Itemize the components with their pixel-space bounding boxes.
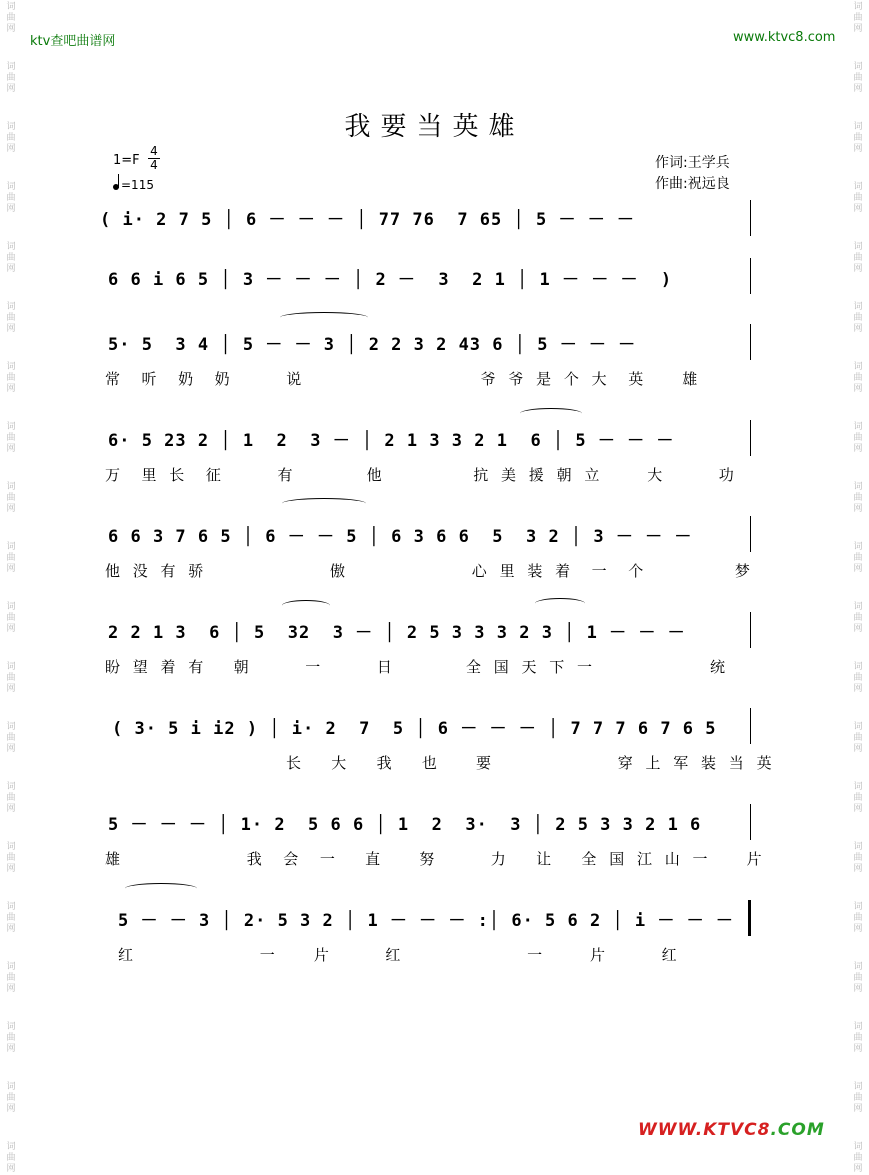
side-watermark: 词 曲 网 [853,182,863,214]
side-watermark: 词 曲 网 [6,182,16,214]
side-watermark: 词 曲 网 [853,62,863,94]
tie-arc [125,883,197,894]
score-row-7 [0,714,869,772]
score-row-2 [0,265,869,305]
side-watermark: 词 曲 网 [6,662,16,694]
left-watermark-strip [0,0,22,1174]
side-watermark: 词 曲 网 [853,1022,863,1054]
footer-logo-suffix: .COM [770,1120,825,1140]
side-watermark: 词 曲 网 [853,482,863,514]
side-watermark: 词 曲 网 [853,302,863,334]
tempo-marking [113,178,154,192]
side-watermark: 词 曲 网 [853,122,863,154]
time-signature-bottom: 4 [148,158,160,172]
footer-logo-main: WWW.KTVC8 [638,1120,771,1140]
barline [750,612,751,648]
side-watermark: 词 曲 网 [6,1142,16,1174]
side-watermark: 词 曲 网 [853,1142,863,1174]
barline [750,258,751,294]
lyric-line: 长 大 我 也 要 穿 上 军 装 当 英 [286,754,776,772]
notation-line: 2 2 1 3 6 │ 5 32 3 － │ 2 5 3 3 3 2 3 │ 1 － － － [108,623,686,643]
lyricist-credit: 作词:王学兵 [655,155,730,171]
lyric-line: 万 里 长 征 有 他 抗 美 援 朝 立 大 功 [105,466,738,484]
side-watermark: 词 曲 网 [6,842,16,874]
score-row-5 [0,522,869,580]
barline [750,200,751,236]
tempo-value: =115 [121,178,154,192]
side-watermark: 词 曲 网 [6,1082,16,1114]
notation-line: ( i· 2 7 5 │ 6 － － － │ 77 76 7 65 │ 5 － － － [100,210,635,230]
side-watermark: 词 曲 网 [853,1082,863,1114]
notation-line: 6 6 3 7 6 5 │ 6 － － 5 │ 6 3 6 6 5 3 2 │ 3 － － － [108,527,693,547]
score-row-6 [0,618,869,676]
side-watermark: 词 曲 网 [853,902,863,934]
key-signature: 1=F [113,153,140,168]
side-watermark: 词 曲 网 [853,362,863,394]
side-watermark: 词 曲 网 [6,242,16,274]
score-row-9 [0,906,869,964]
side-watermark: 词 曲 网 [853,782,863,814]
side-watermark: 词 曲 网 [853,722,863,754]
side-watermark: 词 曲 网 [6,902,16,934]
composer-credit: 作曲:祝远良 [655,176,730,192]
barline [750,708,751,744]
side-watermark: 词 曲 网 [6,62,16,94]
site-url-link[interactable]: www.ktvc8.com [733,30,836,45]
side-watermark: 词 曲 网 [6,542,16,574]
lyric-line: 常 听 奶 奶 说 爷 爷 是 个 大 英 雄 [105,370,702,388]
side-watermark: 词 曲 网 [853,542,863,574]
notation-line: ( 3· 5 i i2 ) │ i· 2 7 5 │ 6 － － － │ 7 7 7 6 7 6 5 [112,719,717,739]
side-watermark: 词 曲 网 [853,962,863,994]
tie-arc [282,498,366,509]
barline [750,324,751,360]
lyric-line: 盼 望 着 有 朝 一 日 全 国 天 下 一 统 [105,658,730,676]
score-row-4 [0,426,869,484]
side-watermark: 词 曲 网 [853,242,863,274]
barline [750,516,751,552]
notation-line: 5 － － － │ 1· 2 5 6 6 │ 1 2 3· 3 │ 2 5 3 3 2 1 6 [108,815,702,835]
score-row-1 [0,205,869,245]
side-watermark: 词 曲 网 [6,302,16,334]
notation-line: 5· 5 3 4 │ 5 － － 3 │ 2 2 3 2 43 6 │ 5 － － － [108,335,637,355]
side-watermark: 词 曲 网 [6,422,16,454]
side-watermark: 词 曲 网 [6,962,16,994]
barline [750,420,751,456]
side-watermark: 词 曲 网 [6,602,16,634]
notation-line: 5 － － 3 │ 2· 5 3 2 │ 1 － － － :│ 6· 5 6 2 │ i － － － [118,911,734,931]
side-watermark: 词 曲 网 [853,662,863,694]
barline [750,804,751,840]
side-watermark: 词 曲 网 [853,422,863,454]
tie-arc [280,312,368,323]
tie-arc [535,598,585,609]
lyric-line: 他 没 有 骄 傲 心 里 装 着 一 个 梦 [105,562,754,580]
time-signature-top: 4 [150,144,158,158]
site-name-link[interactable]: ktv查吧曲谱网 [30,34,116,49]
tie-arc [282,600,330,611]
tie-arc [520,408,582,419]
side-watermark: 词 曲 网 [6,782,16,814]
side-watermark: 词 曲 网 [6,722,16,754]
lyric-line: 红 一 片 红 一 片 红 [118,946,681,964]
final-barline [748,900,751,936]
lyric-line: 雄 我 会 一 直 努 力 让 全 国 江 山 一 片 [105,850,766,868]
side-watermark: 词 曲 网 [853,842,863,874]
side-watermark: 词 曲 网 [6,482,16,514]
notation-line: 6· 5 23 2 │ 1 2 3 － │ 2 1 3 3 2 1 6 │ 5 － － － [108,431,675,451]
side-watermark: 词 曲 网 [853,602,863,634]
side-watermark: 词 曲 网 [6,1022,16,1054]
notation-line: 6 6 i 6 5 │ 3 － － － │ 2 － 3 2 1 │ 1 － － － ) [108,270,673,290]
side-watermark: 词 曲 网 [6,122,16,154]
side-watermark: 词 曲 网 [6,2,16,34]
right-watermark-strip [847,0,869,1174]
song-title: 我要当英雄 [344,112,525,142]
side-watermark: 词 曲 网 [853,2,863,34]
quarter-note-icon [113,184,119,190]
time-signature [148,145,160,172]
footer-logo [638,1120,825,1140]
side-watermark: 词 曲 网 [6,362,16,394]
